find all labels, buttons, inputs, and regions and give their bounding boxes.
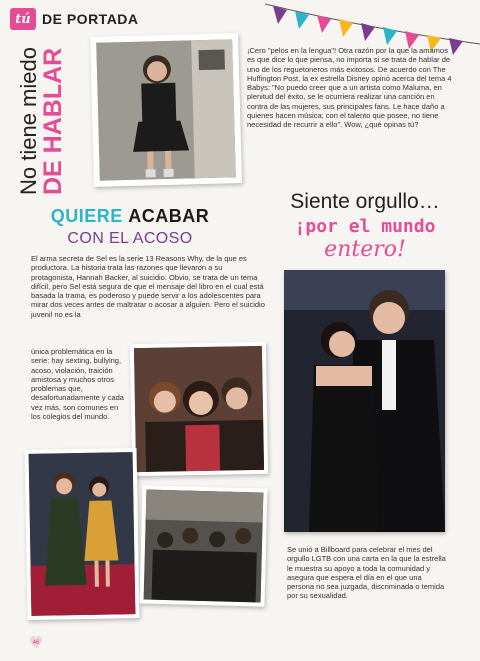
- photo-image: [144, 489, 264, 602]
- quiere-line2: CON EL ACOSO: [67, 230, 193, 247]
- billboard-paragraph: Se unió a Billboard para celebrar el mes del orgullo LGTB con una carta en la que la estrella le muestra su apoyo a toda la comunidad y asegura que espera el día en el que una persona no sea juzgada, discriminada o temida por su sexualidad.: [287, 545, 446, 601]
- photo-13-reasons-cast: [130, 342, 268, 476]
- quiere-acabar-heading: [30, 206, 230, 248]
- acoso-paragraph-narrow: única problemática en la serie: hay sexting, bullying, acoso, violación, traición amistosa y muchos otros problemas que, desafortunadamente y cada vez más, son comunes en los colegios del mundo.: [31, 347, 124, 422]
- quiere-word1: QUIERE: [50, 206, 123, 226]
- vertical-title: [18, 35, 66, 195]
- siente-orgullo-heading: [255, 190, 475, 262]
- photo-image: [96, 39, 236, 181]
- acoso-paragraph-top: El arma secreta de Sel es la serie 13 Reasons Why, de la que es productora. La historia trata las razones que llevaron a su protagonista, Hannah Backer, al suicidio. Obvio, se trata de un tema difícil, pero Sel está segura de que el mensaje del libro en el cual está basada la trama, es poderoso y puede servir a los adolescentes para mirar dos veces antes de maltratar o acosar a alguien. Pero el suicidio juvenil no es la: [31, 254, 265, 319]
- photo-image: [29, 452, 136, 616]
- photo-image: [284, 270, 445, 532]
- quiere-line1: [30, 206, 230, 227]
- siente-line2: ¡por el mundo: [294, 216, 436, 237]
- section-header: [10, 8, 139, 30]
- page-number: 46: [32, 640, 40, 646]
- vertical-title-line2: DE HABLAR: [39, 47, 67, 195]
- siente-line1: Siente orgullo…: [290, 190, 440, 213]
- photo-premiere-red-carpet: [25, 448, 140, 620]
- photo-selena-dress: [90, 33, 242, 187]
- quiere-word2: ACABAR: [128, 206, 210, 226]
- page-number-heart: [28, 634, 44, 650]
- intro-paragraph: ¡Cero "pelos en la lengua"! Otra razón por la que la amamos es que dice lo que piensa, no importa si se trata de hablar de uno de los reguetoneros más exitosos. De acuerdo con The Huffington Post, la ex estrella Disney opinó acerca del tema 4 Babys: "No puedo creer que a un artista como Maluma, en plenitud del éxito, se le ocurriera realizar una canción en contra de las mujeres, sus principales fans. Le hace daño a quienes hacen música; con el talento que posee, no tiene necesidad de recurrir a ello". Wow, ¿qué opinas tú?: [247, 46, 452, 130]
- photo-with-sam-smith: [284, 270, 445, 532]
- vertical-title-line1: No tiene miedo: [16, 47, 41, 195]
- siente-line3: entero!: [324, 237, 406, 262]
- photo-on-set: [139, 485, 267, 606]
- photo-image: [134, 346, 264, 472]
- tu-logo-badge: tú: [10, 8, 36, 30]
- section-title: DE PORTADA: [42, 11, 139, 27]
